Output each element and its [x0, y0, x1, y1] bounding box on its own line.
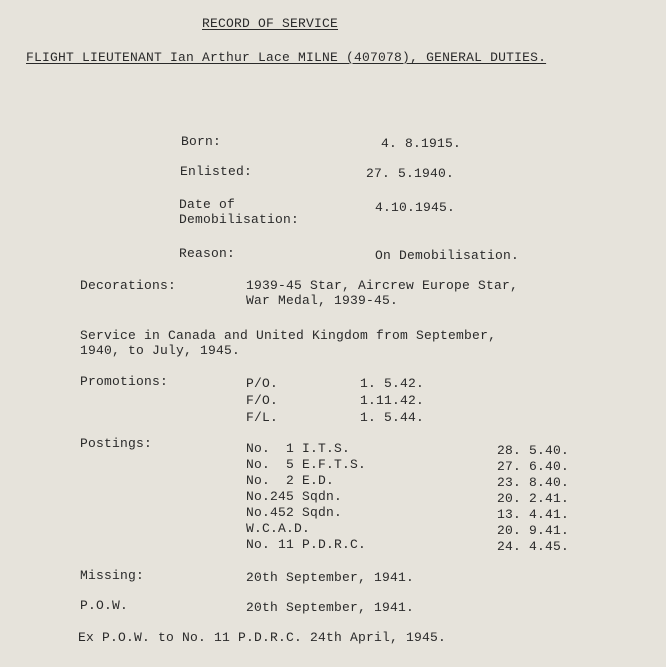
- posting-unit: No. 11 P.D.R.C.: [246, 537, 367, 552]
- posting-unit: No. 1 I.T.S.: [246, 441, 351, 456]
- promotion-rank: F/O.: [246, 393, 279, 408]
- posting-date: 20. 9.41.: [497, 523, 570, 538]
- posting-date: 28. 5.40.: [497, 443, 570, 458]
- posting-date: 27. 6.40.: [497, 459, 570, 474]
- postings-label: Postings:: [80, 436, 153, 451]
- officer-line: FLIGHT LIEUTENANT Ian Arthur Lace MILNE (407078), GENERAL DUTIES.: [26, 50, 547, 65]
- posting-date: 20. 2.41.: [497, 491, 570, 506]
- service-line-1: Service in Canada and United Kingdom from September,: [80, 328, 497, 343]
- missing-label: Missing:: [80, 568, 145, 583]
- reason-label: Reason:: [179, 246, 236, 261]
- promotion-rank: P/O.: [246, 376, 279, 391]
- promotion-rank: F/L.: [246, 410, 279, 425]
- posting-unit: No.245 Sqdn.: [246, 489, 343, 504]
- demob-label-1: Date of: [179, 197, 236, 212]
- demob-value: 4.10.1945.: [375, 200, 456, 215]
- posting-date: 23. 8.40.: [497, 475, 570, 490]
- decorations-line-1: 1939-45 Star, Aircrew Europe Star,: [246, 278, 519, 293]
- posting-unit: No.452 Sqdn.: [246, 505, 343, 520]
- service-line-2: 1940, to July, 1945.: [80, 343, 241, 358]
- born-value: 4. 8.1915.: [381, 136, 462, 151]
- ex-pow-line: Ex P.O.W. to No. 11 P.D.R.C. 24th April, 1945.: [78, 630, 447, 645]
- decorations-label: Decorations:: [80, 278, 177, 293]
- pow-value: 20th September, 1941.: [246, 600, 415, 615]
- promotion-date: 1.11.42.: [360, 393, 425, 408]
- demob-label-2: Demobilisation:: [179, 212, 300, 227]
- promotion-date: 1. 5.42.: [360, 376, 425, 391]
- promotion-date: 1. 5.44.: [360, 410, 425, 425]
- enlisted-value: 27. 5.1940.: [366, 166, 455, 181]
- enlisted-label: Enlisted:: [180, 164, 253, 179]
- posting-unit: No. 5 E.F.T.S.: [246, 457, 367, 472]
- posting-unit: No. 2 E.D.: [246, 473, 335, 488]
- reason-value: On Demobilisation.: [375, 248, 520, 263]
- decorations-line-2: War Medal, 1939-45.: [246, 293, 399, 308]
- posting-unit: W.C.A.D.: [246, 521, 311, 536]
- born-label: Born:: [181, 134, 222, 149]
- posting-date: 24. 4.45.: [497, 539, 570, 554]
- promotions-label: Promotions:: [80, 374, 169, 389]
- pow-label: P.O.W.: [80, 598, 129, 613]
- posting-date: 13. 4.41.: [497, 507, 570, 522]
- missing-value: 20th September, 1941.: [246, 570, 415, 585]
- record-heading: RECORD OF SERVICE: [202, 16, 339, 31]
